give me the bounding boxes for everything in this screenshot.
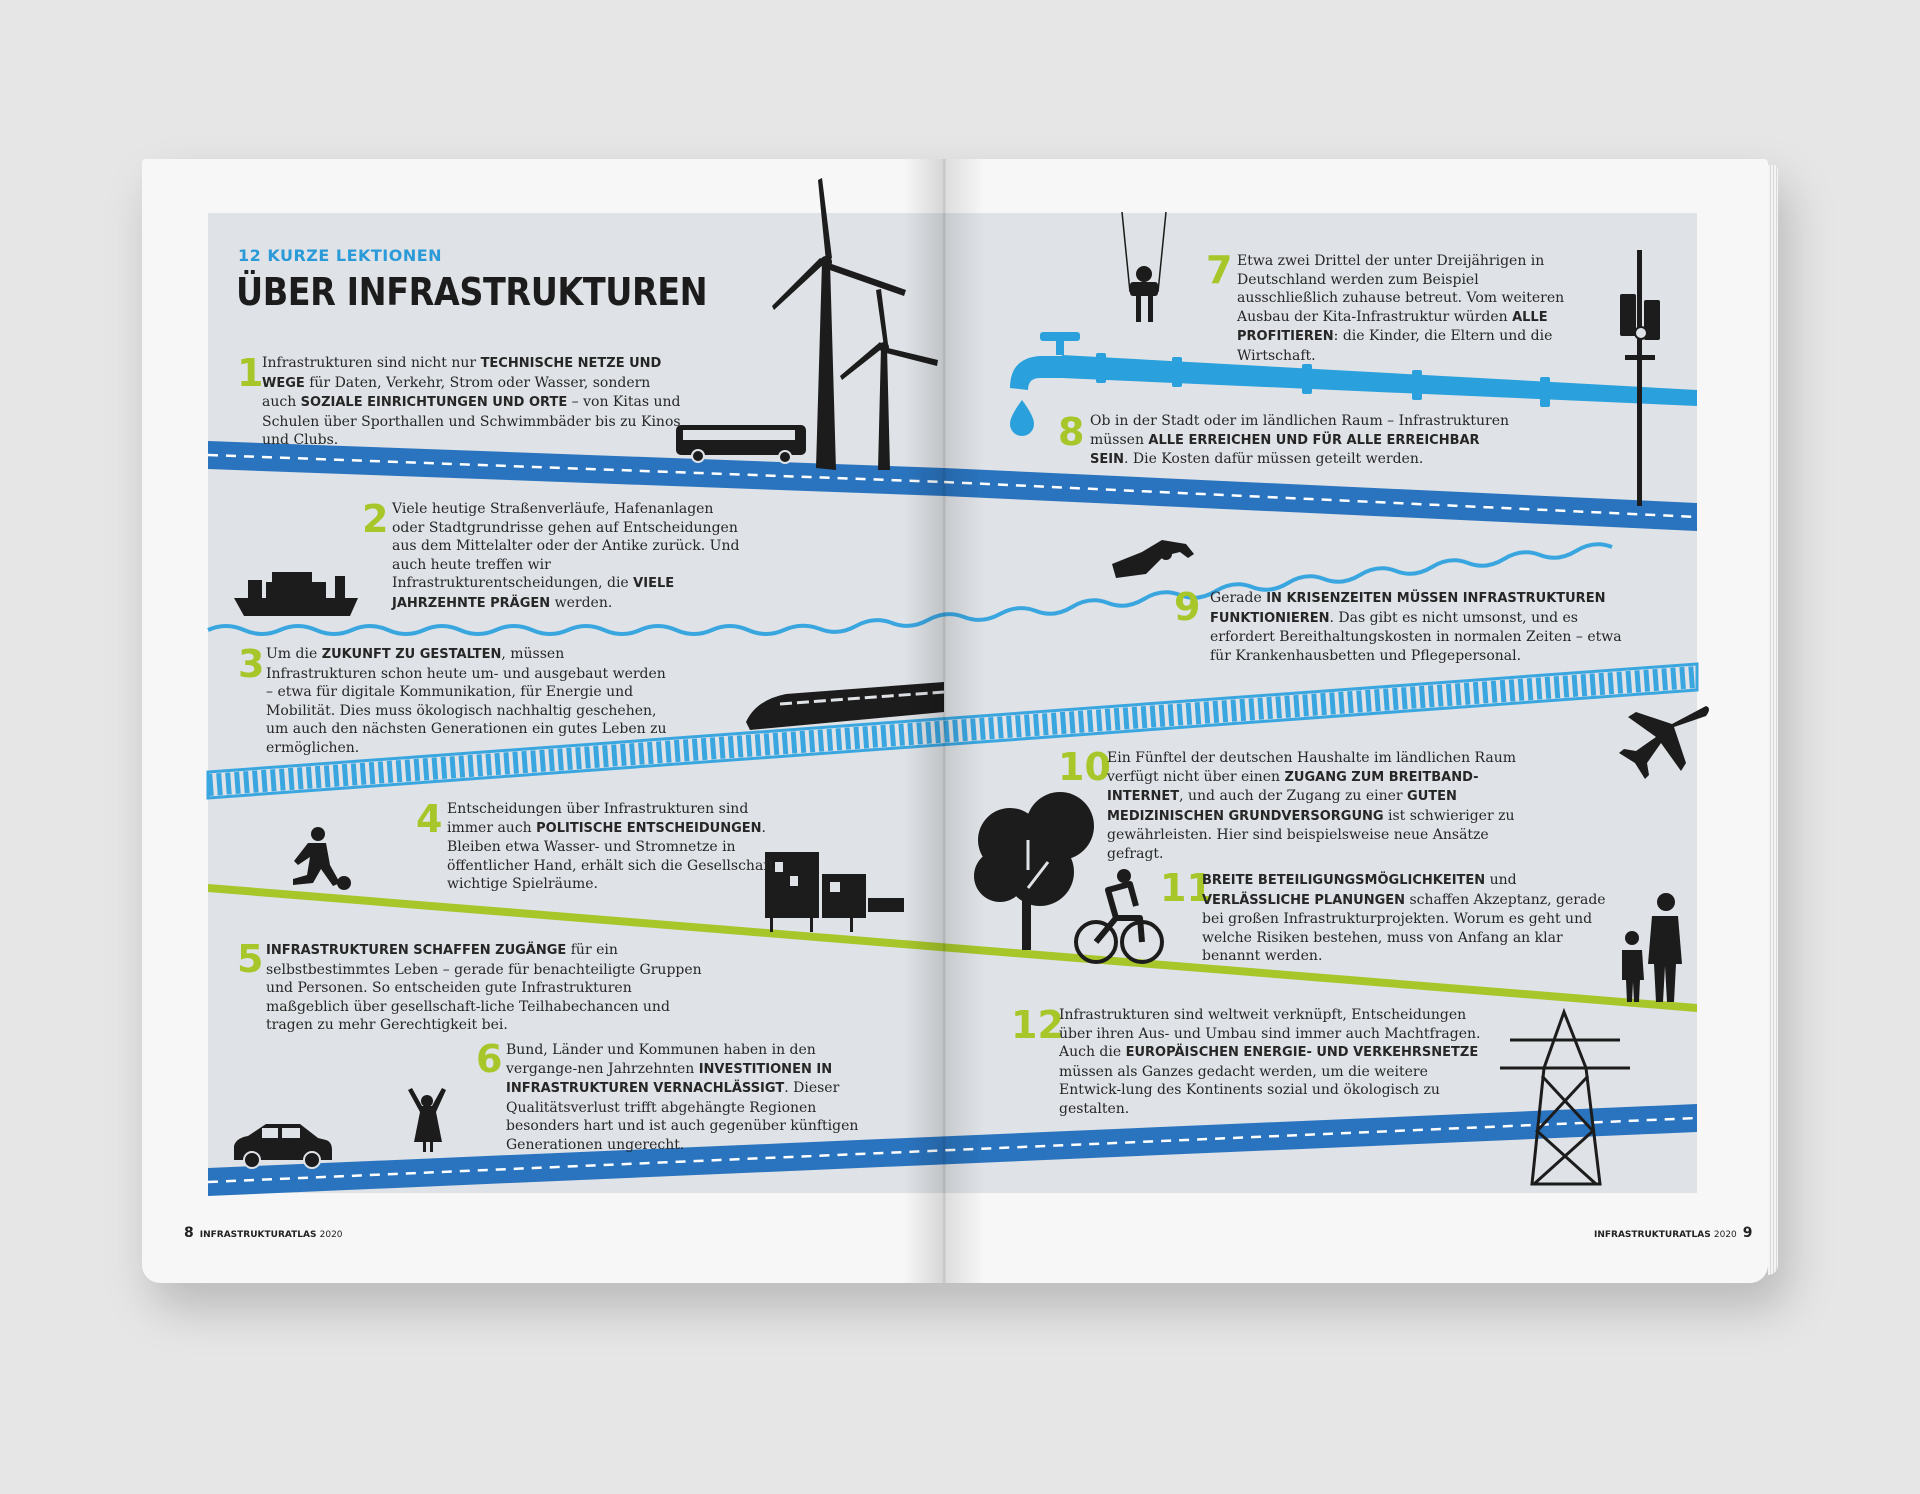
lesson-number: 7 (1206, 248, 1233, 292)
lesson-text (266, 941, 706, 1035)
lesson-run: . Die Kosten dafür müssen geteilt werden. (1123, 451, 1424, 467)
lesson-highlight: ALLE PROFITIEREN (1237, 309, 1548, 344)
road-top-right (944, 468, 1697, 531)
lesson-highlight: ZUGANG ZUM BREITBAND-INTERNET (1107, 769, 1479, 804)
lesson-run: , und auch der Zugang zu einer (1179, 788, 1408, 804)
parent-child-icon (1622, 893, 1682, 1002)
lesson-text (266, 645, 676, 757)
lesson-number: 4 (416, 797, 443, 841)
lesson-text (1107, 749, 1527, 863)
lesson-run: müssen als Ganzes gedacht werden, um die weitere Entwick-lung des Kontinents sozial und ökologisch zu gestalten. (1059, 1063, 1440, 1117)
cyclist-icon (1076, 869, 1162, 962)
lesson-text (506, 1041, 886, 1154)
lesson-highlight: VERLÄSSLICHE PLANUNGEN (1202, 892, 1406, 908)
lesson-highlight: BREITE BETEILIGUNGSMÖGLICHKEITEN (1202, 873, 1486, 888)
lesson-run: Infrastrukturen sind weltweit verknüpft, Entscheidungen über ihren Aus- und Umbau sind immer auch Machtfragen. Auch die (1059, 1007, 1481, 1060)
lesson-text (1059, 1006, 1489, 1118)
lesson-run: Um die (266, 646, 322, 662)
lesson-text (392, 500, 742, 613)
lesson-run: . Das gibt es nicht umsonst, und es erfordert Bereithaltungskosten in normalen Zeiten – etwa für Krankenhausbetten und Pflegepersonal. (1210, 609, 1622, 664)
lesson-highlight: GUTEN MEDIZINISCHEN GRUNDVERSORGUNG (1107, 789, 1457, 824)
power-pylon-icon (1500, 1012, 1630, 1184)
ship-icon (234, 572, 358, 616)
lesson-run: schaffen Akzeptanz, gerade bei großen Infrastrukturprojekten. Worum es geht und welche Risiken bestehen, muss von Anfang an klar benannt werden. (1202, 891, 1606, 964)
lesson-run: Viele heutige Straßenverläufe, Hafenanlagen oder Stadtgrundrisse gehen auf Entscheidungen aus dem Mittelalter oder der Antike zurück. Und auch heute treffen wir Infrastrukturentscheidungen, die (392, 501, 740, 591)
page-number-left: 8 (184, 1225, 194, 1241)
spine-fold (904, 159, 984, 1283)
lesson-run: – von Kitas und Schulen über Sporthallen und Schwimmbäder bis zu Kinos und Clubs. (262, 394, 681, 448)
airplane-icon (1619, 706, 1709, 779)
lesson-run: Ein Fünftel der deutschen Haushalte im ländlichen Raum verfügt nicht über einen (1107, 750, 1517, 785)
lesson-highlight: SOZIALE EINRICHTUNGEN UND ORTE (300, 395, 568, 410)
lesson-highlight: POLITISCHE ENTSCHEIDUNGEN (536, 820, 762, 836)
footer-left (184, 1225, 343, 1241)
lesson-text (262, 354, 682, 450)
footer-year-left: 2020 (319, 1230, 343, 1240)
lesson-run: für Daten, Verkehr, Strom oder Wasser, sondern auch (262, 374, 651, 410)
lesson-highlight: ALLE ERREICHEN UND FÜR ALLE ERREICHBAR SEIN (1090, 432, 1480, 467)
lesson-number: 6 (476, 1037, 503, 1081)
lesson-text (1210, 589, 1625, 665)
lesson-number: 1 (237, 351, 264, 395)
footer-label-right: INFRASTRUKTURATLAS (1594, 1230, 1711, 1240)
tree-icon (974, 792, 1094, 950)
page-title: ÜBER INFRASTRUKTUREN (236, 270, 708, 314)
footer-year-right: 2020 (1713, 1230, 1737, 1240)
lesson-text (1090, 412, 1510, 470)
footer-label-left: INFRASTRUKTURATLAS (199, 1230, 317, 1240)
lesson-run: Infrastrukturen sind nicht nur (262, 355, 481, 371)
cheering-woman-icon (408, 1088, 446, 1152)
bus-icon (676, 425, 806, 463)
lesson-text (447, 800, 787, 894)
cell-tower-icon (1620, 250, 1660, 506)
lesson-highlight: INVESTITIONEN IN INFRASTRUKTUREN VERNACHLÄSSIGT (506, 1061, 833, 1096)
lesson-run: für ein selbstbestimmtes Leben – gerade für benachteiligte Gruppen und Personen. So entscheiden gute Infrastrukturen maßgeblich über gesellschaft-liche Teilhabechancen und tragen zu mehr Gerechtigkeit bei. (266, 942, 702, 1033)
lesson-number: 10 (1058, 745, 1111, 789)
lesson-run: . Dieser Qualitätsverlust trifft abgehängte Regionen besonders hart und ist auch gegenüber künftigen Generationen ungerecht. (506, 1080, 859, 1153)
lesson-run: ist schwieriger zu gewährleisten. Hier sind beispielsweise neue Ansätze gefragt. (1107, 807, 1515, 862)
lesson-run: , müssen Infrastrukturen schon heute um- und ausgebaut werden – etwa für digitale Kommunikation, für Energie und Mobilität. Dies muss ökologisch nachhaltig geschehen, um auch den nächsten Generationen ein gutes Leben zu ermöglichen. (266, 646, 667, 756)
lesson-run: . Bleiben etwa Wasser- und Stromnetze in öffentlicher Hand, erhält sich die Gesellschaft wichtige Spielräume. (447, 819, 775, 892)
swimmer-icon (1112, 540, 1194, 578)
lesson-highlight: IN KRISENZEITEN MÜSSEN INFRASTRUKTUREN FUNKTIONIEREN (1210, 591, 1606, 626)
lesson-run: werden. (550, 594, 613, 611)
lesson-highlight: VIELE JAHRZEHNTE PRÄGEN (392, 576, 675, 611)
lesson-text (1237, 252, 1582, 365)
lesson-run: Ob in der Stadt oder im ländlichen Raum – Infrastrukturen müssen (1090, 413, 1510, 448)
lesson-number: 3 (238, 642, 265, 686)
lesson-run: Bund, Länder und Kommunen haben in den vergange-nen Jahrzehnten (506, 1042, 816, 1077)
lesson-run: Etwa zwei Drittel der unter Dreijährigen in Deutschland werden zum Beispiel ausschließlich zuhause betreut. Vom weiteren Ausbau der Kita-Infrastruktur würden (1237, 253, 1565, 325)
water-drop-icon (1010, 400, 1034, 436)
kicker: 12 KURZE LEKTIONEN (238, 246, 443, 265)
lesson-highlight: EUROPÄISCHEN ENERGIE- UND VERKEHRSNETZE (1125, 1045, 1479, 1060)
lesson-run: Entscheidungen über Infrastrukturen sind immer auch (447, 801, 749, 836)
lesson-text (1202, 871, 1622, 966)
lesson-highlight: INFRASTRUKTUREN SCHAFFEN ZUGÄNGE (266, 943, 567, 958)
lesson-number: 2 (362, 497, 389, 541)
lesson-number: 5 (237, 937, 264, 981)
lesson-number: 9 (1174, 585, 1201, 629)
page-number-right: 9 (1742, 1225, 1753, 1241)
lesson-number: 8 (1058, 410, 1085, 454)
lesson-run: : die Kinder, die Eltern und die Wirtschaft. (1237, 328, 1553, 364)
swing-icon (1122, 212, 1166, 322)
lesson-number: 12 (1011, 1003, 1064, 1047)
footer-right (1594, 1225, 1759, 1241)
lesson-run: und (1485, 872, 1517, 888)
lesson-run: Gerade (1210, 590, 1267, 606)
car-icon (234, 1124, 332, 1168)
lesson-highlight: ZUKUNFT ZU GESTALTEN (321, 647, 502, 662)
soccer-player-icon (293, 827, 351, 890)
lesson-number: 11 (1160, 866, 1213, 910)
lesson-highlight: TECHNISCHE NETZE UND WEGE (262, 356, 662, 391)
